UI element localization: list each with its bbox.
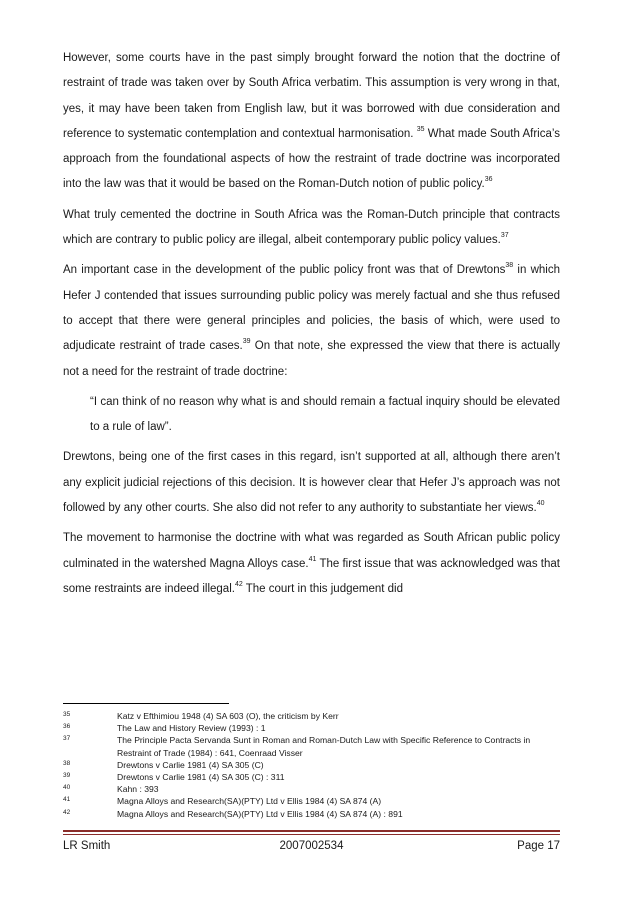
footnote-text: The Law and History Review (1993) : 1 (117, 723, 266, 734)
footnote-ref: 35 (416, 125, 425, 133)
footnote-text: The Principle Pacta Servanda Sunt in Roman and Roman-Dutch Law with Specific Reference to Contracts in Restraint of Trade (1984) : 641, Coenraad Visser (117, 735, 531, 758)
paragraph-3 (63, 258, 560, 384)
footnote (63, 722, 560, 734)
footer-author: LR Smith (63, 840, 111, 852)
paragraph-4 (63, 445, 560, 521)
paragraph-text: Drewtons, being one of the first cases in this regard, isn’t supported at all, although there aren’t any explicit judicial rejections of this decision. It is however clear that Hefer J’s approach was not followed by any other courts. She also did not refer to any authority to substantiate her views. (63, 451, 560, 515)
footnote-ref: 38 (505, 262, 514, 270)
footnote-text: Katz v Efthimiou 1948 (4) SA 603 (O), the criticism by Kerr (117, 711, 339, 721)
footer-page-number: Page 17 (517, 840, 561, 852)
paragraph-text: On that note, she expressed the view that there is actually not a need for the restraint of trade doctrine: (63, 340, 560, 378)
footnote (63, 795, 560, 807)
footnote-text: Kahn : 393 (117, 784, 159, 795)
footnote-text: Drewtons v Carlie 1981 (4) SA 305 (C) (117, 759, 264, 770)
paragraph-text: However, some courts have in the past simply brought forward the notion that the doctrine of restraint of trade was taken over by South Africa verbatim. This assumption is very wrong in that, yes, it may have been taken from English law, but it was borrowed with due consideration and reference to systematic contemplation and contextual harmonisation. (63, 52, 560, 140)
block-quote (90, 390, 560, 441)
footnote-separator (63, 703, 229, 704)
footnote (63, 759, 560, 771)
footnote (63, 808, 560, 820)
footnote-number: 42 (63, 808, 71, 816)
footnote-number: 38 (63, 759, 71, 767)
footer-rule-thin (63, 834, 560, 835)
footnote-text: Drewtons v Carlie 1981 (4) SA 305 (C) : 311 (117, 772, 285, 783)
quote-text: “I can think of no reason why what is and should remain a factual inquiry should be elevated to a rule of law”. (90, 395, 560, 434)
footnote (63, 734, 560, 758)
footnote-ref: 41 (308, 555, 317, 563)
footnote-ref: 40 (536, 500, 545, 508)
body-text (63, 46, 560, 607)
footnote-number: 36 (63, 723, 71, 731)
paragraph-text: The movement to harmonise the doctrine with what was regarded as South African public policy culminated in the watershed Magna Alloys case. (63, 532, 560, 570)
footnote-ref: 42 (234, 580, 243, 588)
paragraph-2 (63, 203, 560, 254)
footnote-text: Magna Alloys and Research(SA)(PTY) Ltd v Ellis 1984 (4) SA 874 (A) : 891 (117, 808, 403, 819)
paragraph-text: The court in this judgement did (242, 582, 403, 595)
paragraph-1 (63, 46, 560, 198)
paragraph-5 (63, 526, 560, 602)
footnote-number: 37 (63, 735, 71, 743)
page-footer (63, 840, 560, 852)
footer-rule-thick (63, 830, 560, 832)
footnote (63, 771, 560, 783)
footnote-number: 39 (63, 772, 71, 780)
footnote-ref: 36 (484, 176, 493, 184)
footnotes (63, 710, 560, 820)
paragraph-text: in which Hefer J contended that issues surrounding public policy was merely factual and she thus refused to accept that there were general principles and policies, the basis of which, were used to adjudicate restraint of trade cases. (63, 264, 560, 353)
paragraph-text: An important case in the development of the public policy front was that of Drewtons (63, 264, 506, 277)
paragraph-text: What made South Africa’s approach from the foundational aspects of how the restraint of trade doctrine was incorporated into the law was that it would be based on the Roman-Dutch notion of public policy. (63, 127, 560, 191)
footnote-text: Magna Alloys and Research(SA)(PTY) Ltd v Ellis 1984 (4) SA 874 (A) (117, 796, 382, 807)
footnote-ref: 37 (500, 232, 509, 240)
footnote-number: 35 (63, 711, 71, 718)
footnote-number: 40 (63, 784, 71, 792)
footnote-number: 41 (63, 796, 71, 804)
paragraph-text: The first issue that was acknowledged was that some restraints are indeed illegal. (63, 557, 560, 595)
footnote (63, 783, 560, 795)
paragraph-text: What truly cemented the doctrine in South Africa was the Roman-Dutch principle that contracts which are contrary to public policy are illegal, albeit contemporary public policy values. (63, 208, 560, 247)
footnote-ref: 39 (242, 338, 251, 346)
footnote (63, 710, 560, 722)
footer-student-number: 2007002534 (279, 840, 344, 852)
